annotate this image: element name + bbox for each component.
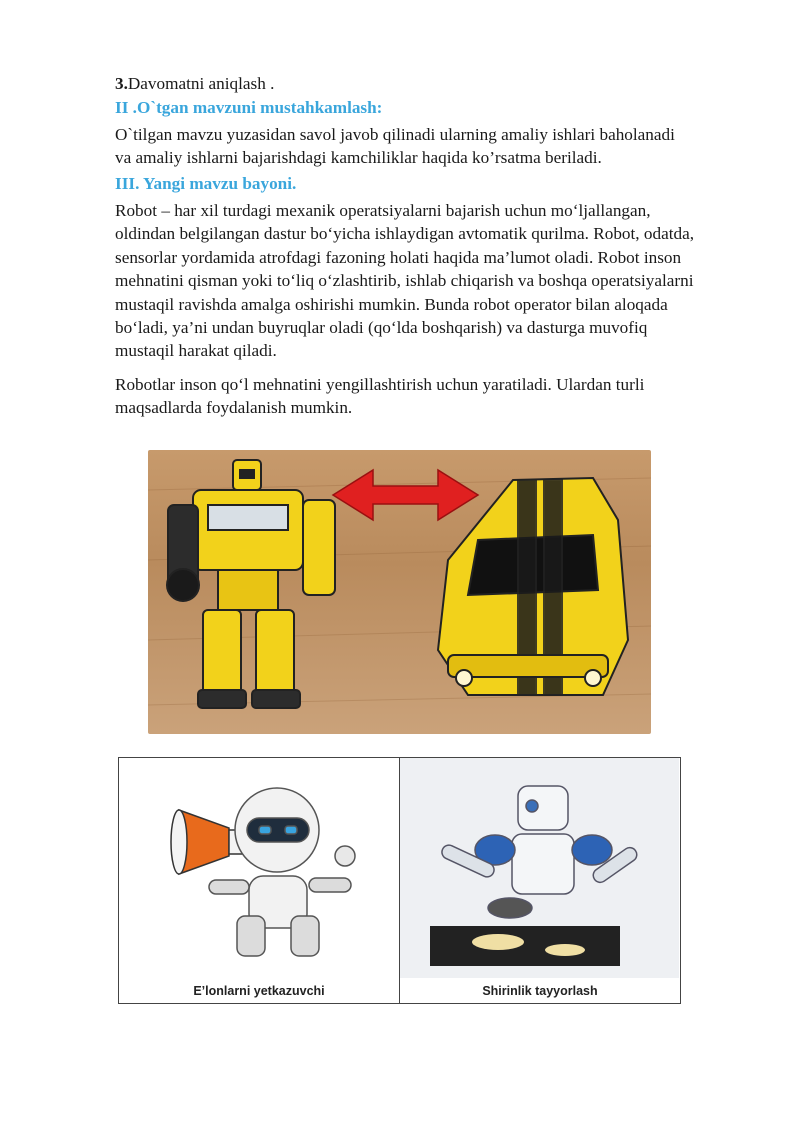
right-caption: Shirinlik tayyorlash — [482, 984, 598, 998]
robot-car-illustration — [148, 450, 651, 734]
announcer-robot-illustration — [119, 758, 399, 978]
paragraph-line: bo‘ladi, ya’ni undan buyruqlar oladi (qo‘lda boshqarish) va dasturga muvofiq — [115, 318, 648, 338]
megaphone-icon — [171, 810, 245, 874]
paragraph-line: mehnatini qisman yoki to‘liq o‘zlashtirib, ishlab chiqarish va boshqa operatsiyalarni — [115, 271, 694, 291]
paragraph-line: sensorlar yordamida atrofdagi fazoning holati haqida ma’lumot oladi. Robot inson — [115, 247, 682, 267]
section3-paragraph2 — [115, 373, 742, 420]
toy-robot — [167, 460, 335, 708]
chef-robot-illustration — [400, 758, 679, 978]
white-robot — [209, 788, 355, 956]
paragraph-line: mustaqil harakat qiladi. — [115, 341, 277, 361]
paragraph-line: oldindan belgilangan dastur bo‘yicha ishlaydigan avtomatik qurilma. Robot, odatda, — [115, 224, 694, 244]
paragraph-line: maqsadlarda foydalanish mumkin. — [115, 398, 353, 418]
paragraph-line: Robot – har xil turdagi mexanik operatsiyalarni bajarish uchun mo‘ljallangan, — [115, 201, 651, 220]
announcer-robot-panel — [119, 758, 400, 1003]
paragraph-line: Robotlar inson qo‘l mehnatini yengillashtirish uchun yaratiladi. Ulardan turli — [115, 375, 645, 394]
section2-paragraph — [115, 123, 742, 170]
item-number: 3. — [115, 74, 128, 93]
attendance-line — [115, 72, 742, 95]
dessert-robot-panel — [400, 758, 680, 1003]
double-arrow-icon — [333, 470, 478, 520]
robot-car-photo — [148, 450, 651, 734]
attendance-text: Davomatni aniqlash . — [127, 74, 275, 93]
section2-line: O`tilgan mavzu yuzasidan savol javob qilinadi ularning amaliy ishlari baholanadi — [115, 125, 675, 144]
toy-car — [438, 478, 628, 695]
section3-paragraph1 — [115, 199, 742, 363]
section2-heading: II .O`tgan mavzuni mustahkamlash: — [115, 98, 383, 117]
left-caption: E’lonlarni yetkazuvchi — [193, 984, 325, 998]
section2-line: va amaliy ishlarni bajarishdagi kamchiliklar haqida ko’rsatma beriladi. — [115, 148, 602, 168]
paragraph-line: mustaqil ravishda amalga oshirishi mumkin. Bunda robot operator bilan aloqada — [115, 294, 668, 314]
robot-examples-figure — [118, 757, 681, 1004]
section3-heading: III. Yangi mavzu bayoni. — [115, 174, 297, 193]
